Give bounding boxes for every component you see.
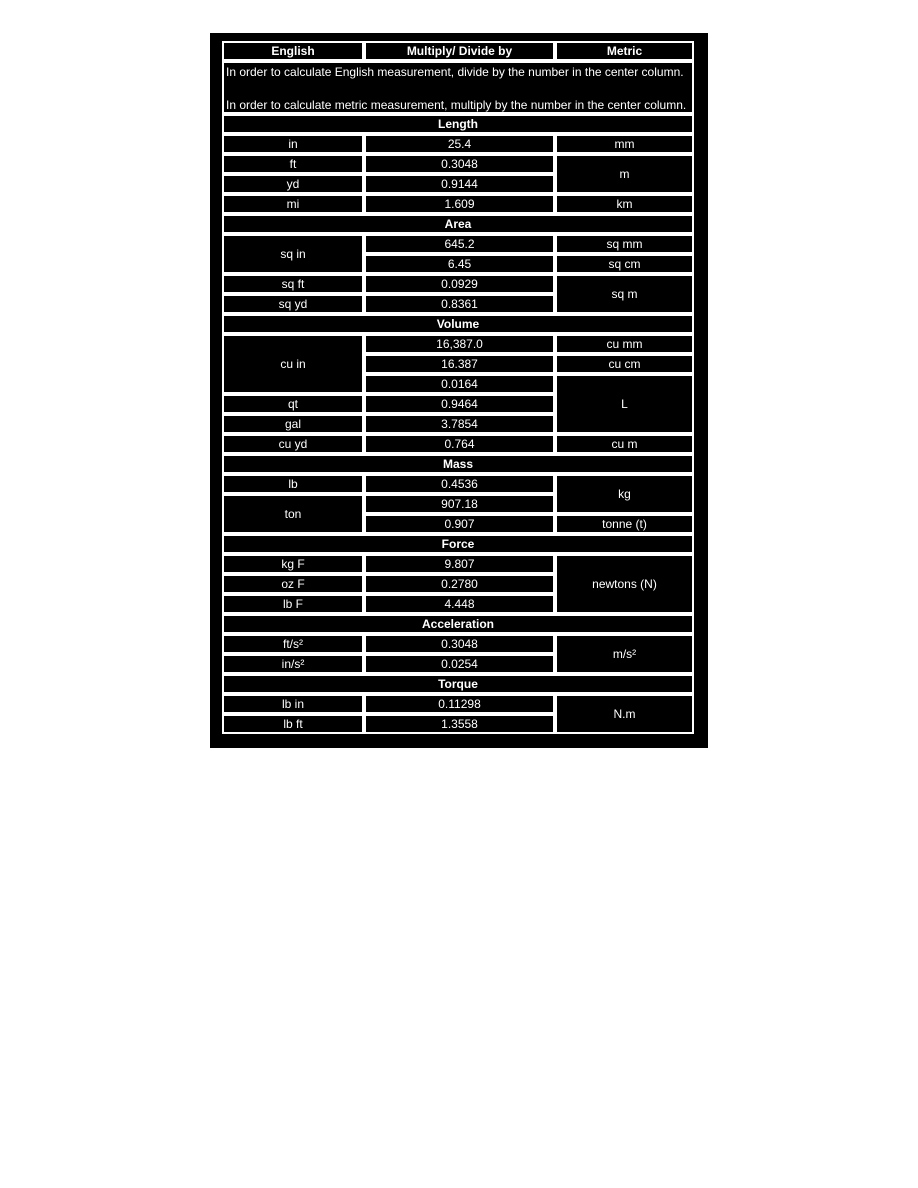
section-row-torque — [222, 674, 694, 694]
english-unit: lb in — [222, 694, 364, 714]
conversion-factor: 0.764 — [364, 434, 555, 454]
table-row — [222, 634, 694, 654]
conversion-factor: 4.448 — [364, 594, 555, 614]
conversion-factor: 0.8361 — [364, 294, 555, 314]
metric-unit: cu mm — [555, 334, 694, 354]
conversion-factor: 25.4 — [364, 134, 555, 154]
metric-unit: cu cm — [555, 354, 694, 374]
conversion-factor: 645.2 — [364, 234, 555, 254]
metric-unit: sq cm — [555, 254, 694, 274]
conversion-factor: 0.907 — [364, 514, 555, 534]
table-row — [222, 474, 694, 494]
metric-unit: kg — [555, 474, 694, 514]
conversion-factor: 0.0929 — [364, 274, 555, 294]
table-row — [222, 434, 694, 454]
instructions-cell — [222, 61, 694, 114]
conversion-factor: 3.7854 — [364, 414, 555, 434]
table-row — [222, 234, 694, 254]
english-unit: ton — [222, 494, 364, 534]
metric-unit: tonne (t) — [555, 514, 694, 534]
conversion-factor: 6.45 — [364, 254, 555, 274]
english-unit: lb F — [222, 594, 364, 614]
table-row — [222, 134, 694, 154]
section-row-force — [222, 534, 694, 554]
english-unit: cu yd — [222, 434, 364, 454]
section-title-volume: Volume — [222, 314, 694, 334]
conversion-factor: 0.3048 — [364, 634, 555, 654]
section-title-acceleration: Acceleration — [222, 614, 694, 634]
metric-unit: sq mm — [555, 234, 694, 254]
section-title-force: Force — [222, 534, 694, 554]
section-row-volume — [222, 314, 694, 334]
instructions-row — [222, 61, 694, 114]
english-unit: gal — [222, 414, 364, 434]
section-title-length: Length — [222, 114, 694, 134]
conversion-factor: 0.0164 — [364, 374, 555, 394]
conversion-factor: 0.2780 — [364, 574, 555, 594]
metric-unit: sq m — [555, 274, 694, 314]
english-unit: kg F — [222, 554, 364, 574]
header-row — [222, 41, 694, 61]
english-unit: ft — [222, 154, 364, 174]
section-row-length — [222, 114, 694, 134]
section-title-torque: Torque — [222, 674, 694, 694]
section-row-area — [222, 214, 694, 234]
english-unit: in/s² — [222, 654, 364, 674]
english-unit: oz F — [222, 574, 364, 594]
english-unit: cu in — [222, 334, 364, 394]
english-unit: sq in — [222, 234, 364, 274]
conversion-factor: 0.0254 — [364, 654, 555, 674]
section-row-acceleration — [222, 614, 694, 634]
section-title-area: Area — [222, 214, 694, 234]
metric-unit: L — [555, 374, 694, 434]
english-unit: in — [222, 134, 364, 154]
english-unit: sq ft — [222, 274, 364, 294]
metric-unit: m/s² — [555, 634, 694, 674]
conversion-factor: 0.11298 — [364, 694, 555, 714]
metric-unit: mm — [555, 134, 694, 154]
table-row — [222, 554, 694, 574]
conversion-table — [222, 41, 694, 734]
english-unit: lb — [222, 474, 364, 494]
metric-unit: m — [555, 154, 694, 194]
metric-unit: N.m — [555, 694, 694, 734]
table-row — [222, 334, 694, 354]
conversion-factor: 9.807 — [364, 554, 555, 574]
instruction-metric: In order to calculate metric measurement, multiply by the number in the center column. — [226, 98, 687, 112]
conversion-factor: 1.3558 — [364, 714, 555, 734]
metric-unit: km — [555, 194, 694, 214]
table-row — [222, 274, 694, 294]
conversion-factor: 16.387 — [364, 354, 555, 374]
english-unit: yd — [222, 174, 364, 194]
section-title-mass: Mass — [222, 454, 694, 474]
conversion-factor: 16,387.0 — [364, 334, 555, 354]
header-metric: Metric — [555, 41, 694, 61]
metric-unit: cu m — [555, 434, 694, 454]
conversion-factor: 0.3048 — [364, 154, 555, 174]
english-unit: qt — [222, 394, 364, 414]
conversion-factor: 907.18 — [364, 494, 555, 514]
instruction-english: In order to calculate English measurement, divide by the number in the center column. — [226, 65, 684, 79]
english-unit: ft/s² — [222, 634, 364, 654]
table-row — [222, 194, 694, 214]
header-factor: Multiply/ Divide by — [364, 41, 555, 61]
header-english: English — [222, 41, 364, 61]
english-unit: lb ft — [222, 714, 364, 734]
english-unit: sq yd — [222, 294, 364, 314]
table-row — [222, 154, 694, 174]
section-row-mass — [222, 454, 694, 474]
conversion-factor: 0.9144 — [364, 174, 555, 194]
conversion-factor: 1.609 — [364, 194, 555, 214]
conversion-factor: 0.9464 — [364, 394, 555, 414]
conversion-factor: 0.4536 — [364, 474, 555, 494]
table-row — [222, 694, 694, 714]
metric-unit: newtons (N) — [555, 554, 694, 614]
english-unit: mi — [222, 194, 364, 214]
